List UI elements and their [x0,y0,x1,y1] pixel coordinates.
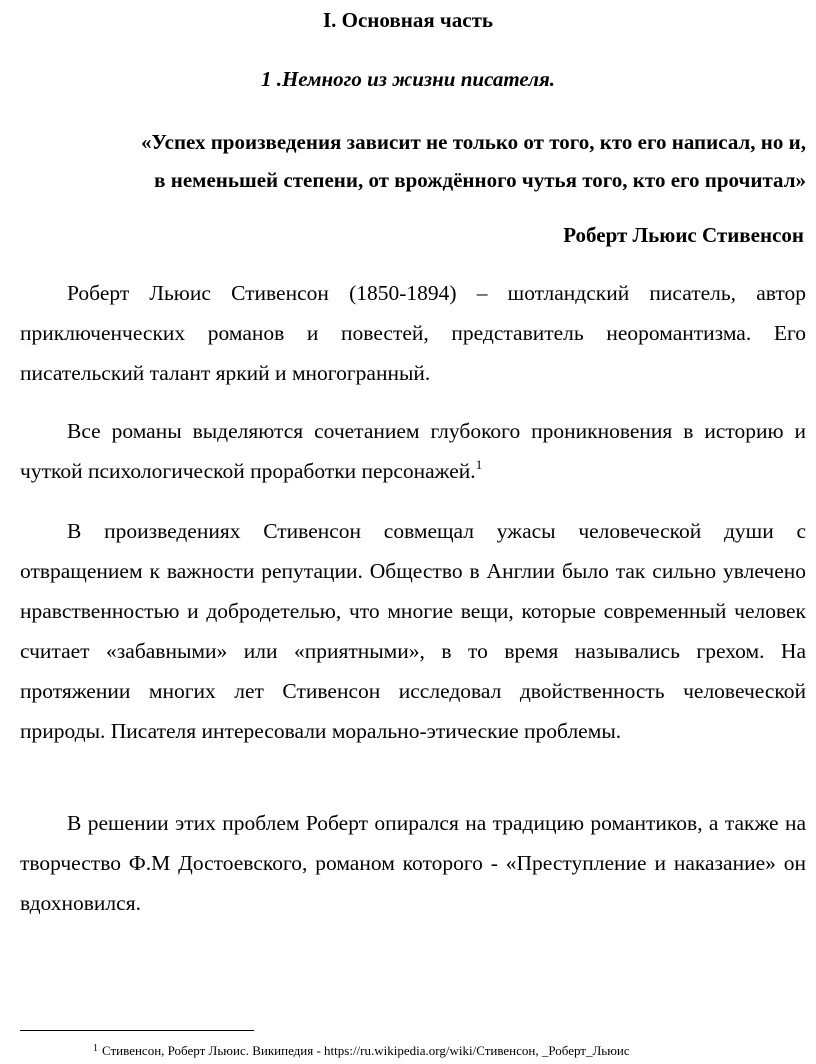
paragraph-1: Роберт Льюис Стивенсон (1850-1894) – шотландский писатель, автор приключенческих романов и повестей, представитель неоромантизма. Его писательский талант яркий и многогранный. [20,281,806,385]
epigraph-quote [60,123,806,199]
subsection-title: 1 .Немного из жизни писателя. [260,67,556,91]
paragraph-2-text: Все романы выделяются сочетанием глубокого проникновения в историю и чуткой психологической проработки персонажей. [20,419,806,483]
paragraph-2 [20,411,806,491]
paragraph-4: В решении этих проблем Роберт опирался на традицию романтиков, а также на творчество Ф.М Достоевского, романом которого - «Преступление и наказание» он вдохновился. [20,811,806,915]
paragraph-3: В произведениях Стивенсон совмещал ужасы человеческой души с отвращением к важности репутации. Общество в Англии было так сильно увлечено нравственностью и добродетелью, что многие вещи, которые современный человек считает «забавными» или «приятными», в то время назывались грехом. На протяжении многих лет Стивенсон исследовал двойственность человеческой природы. Писателя интересовали морально-этические проблемы. [20,519,806,743]
epigraph-line-1: «Успех произведения зависит не только от того, кто его написал, но и, [140,130,806,154]
footnote [93,1043,630,1059]
section-title: I. Основная часть [322,8,494,32]
footnote-separator [20,1030,254,1031]
footnote-reference[interactable]: 1 [475,457,483,472]
footnote-marker: 1 [93,1043,98,1054]
epigraph-author: Роберт Льюис Стивенсон [563,223,804,247]
epigraph-line-2: в неменьшей степени, от врождённого чутья того, кто его прочитал» [154,168,806,192]
footnote-text: Стивенсон, Роберт Льюис. Википедия - https://ru.wikipedia.org/wiki/Стивенсон, _Роберт_Льюис [102,1043,630,1058]
